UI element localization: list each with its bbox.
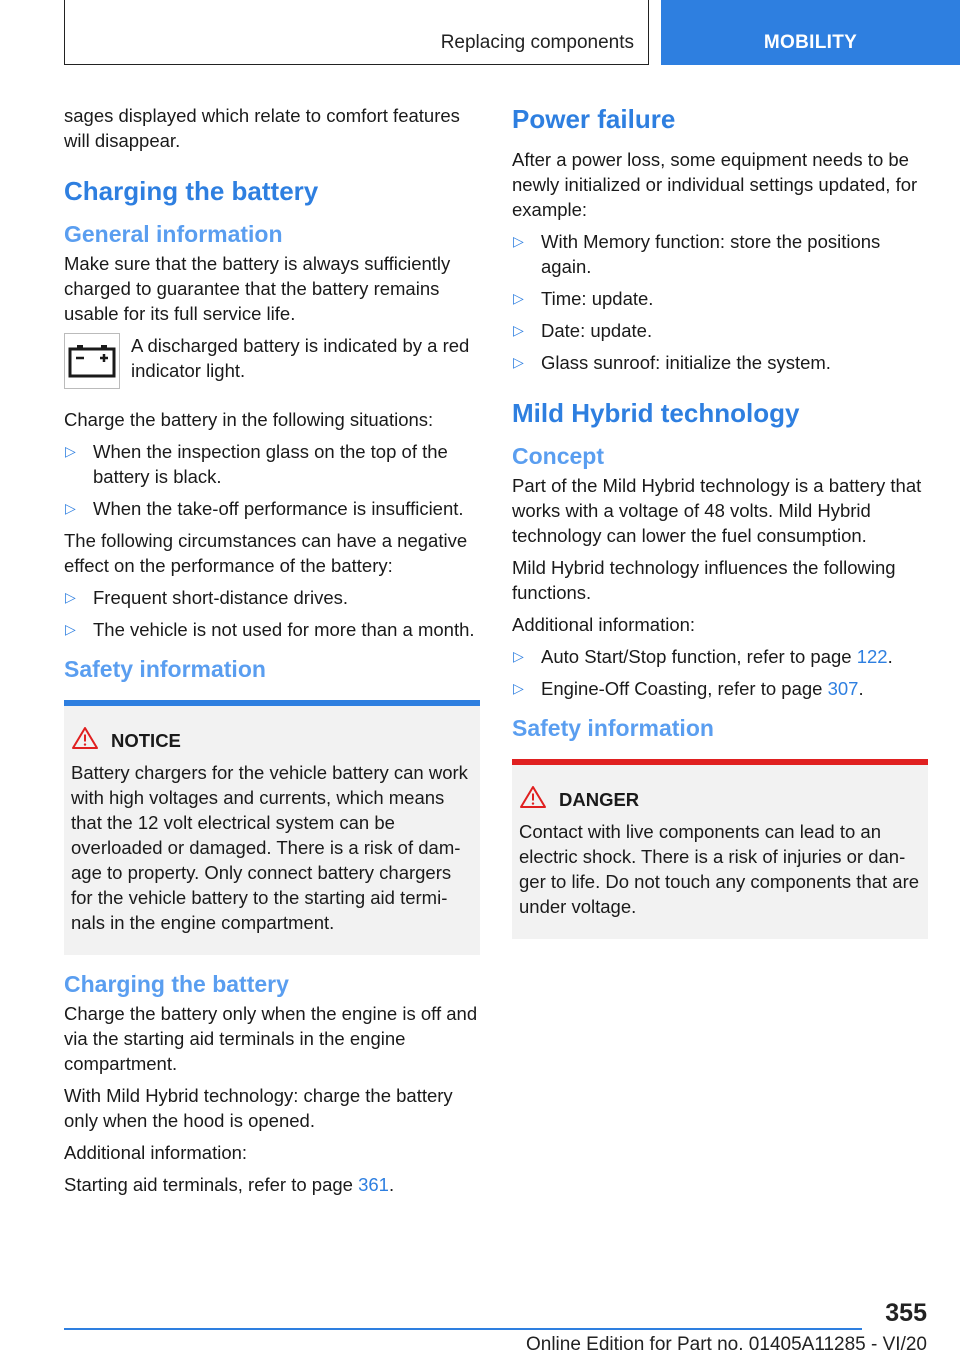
list-item: ▷ Date: update. (513, 320, 653, 341)
mild-hybrid-heading: Mild Hybrid technology (512, 398, 800, 428)
list-item: ▷ Glass sunroof: initialize the system. (513, 352, 831, 373)
notice-label: NOTICE (111, 730, 181, 751)
additional-information: Additional information: (512, 614, 696, 635)
battery-warning-icon (64, 333, 120, 389)
page-number: 355 (885, 1299, 927, 1327)
circumstances-intro: The following circumstances can have a negative effect on the performance of the battery: (64, 530, 468, 576)
header-section-title: Replacing components (440, 32, 634, 53)
header-section-tab (64, 0, 649, 65)
power-failure-list (512, 229, 928, 375)
situations-list (64, 439, 480, 521)
list-item: ▷ With Memory function: store the positions again. (513, 231, 881, 277)
power-failure-paragraph: After a power loss, some equipment needs to be newly initialized or individual settings updated, for example: (512, 149, 918, 220)
concept-paragraph-2: Mild Hybrid technology influences the following functions. (512, 557, 896, 603)
danger-text: Contact with live components can lead to an electric shock. There is a risk of injuries or danger to life. Do not touch any components that are under voltage. (519, 821, 920, 917)
triangle-bullet-icon: ▷ (513, 290, 524, 306)
header-chapter-tab (661, 0, 960, 65)
warning-triangle-icon (71, 726, 99, 756)
triangle-bullet-icon: ▷ (513, 680, 524, 696)
safety-information-heading: Safety information (64, 656, 266, 682)
situations-intro: Charge the battery in the following situations: (64, 409, 434, 430)
notice-text: Battery chargers for the vehicle battery can work with high voltages and currents, which means that the 12 volt electrical system can be overloaded or damaged. There is a risk of damage to property. Only connect battery chargers for the vehicle battery to the starting aid terminals in the engine compartment. (71, 762, 468, 933)
triangle-bullet-icon: ▷ (65, 621, 76, 637)
triangle-bullet-icon: ▷ (65, 500, 76, 516)
battery-indicator-block (64, 333, 480, 389)
charging-paragraph-1: Charge the battery only when the engine is off and via the starting aid terminals in the engine compartment. (64, 1003, 478, 1074)
list-item: ▷ When the take-off performance is insufficient. (65, 498, 464, 519)
danger-box (512, 759, 928, 939)
list-item: ▷ The vehicle is not used for more than a month. (65, 619, 475, 640)
list-item: ▷ Time: update. (513, 288, 654, 309)
danger-label: DANGER (559, 789, 640, 810)
concept-paragraph-1: Part of the Mild Hybrid technology is a battery that works with a voltage of 48 volts. Mild Hybrid technology can lower the fuel consumption. (512, 475, 922, 546)
triangle-bullet-icon: ▷ (513, 648, 524, 664)
list-item: ▷ Frequent short-distance drives. (65, 587, 349, 608)
right-column (512, 103, 928, 953)
safety-information-heading: Safety information (512, 715, 714, 741)
triangle-bullet-icon: ▷ (65, 443, 76, 459)
general-information-paragraph: Make sure that the battery is always sufficiently charged to guarantee that the battery remains usable for its full service life. (64, 253, 451, 324)
footer-edition: Online Edition for Part no. 01405A11285 - VI/20 (525, 1334, 927, 1355)
page-link-361[interactable]: 361 (358, 1174, 389, 1195)
footer-divider (64, 1328, 862, 1330)
additional-information: Additional information: (64, 1142, 248, 1163)
charging-battery-subheading: Charging the battery (64, 971, 289, 997)
charging-battery-heading: Charging the battery (64, 176, 319, 206)
triangle-bullet-icon: ▷ (65, 589, 76, 605)
left-column (64, 103, 480, 1204)
danger-title (519, 787, 921, 812)
battery-indicator-text: A discharged battery is indicated by a red indicator light. (131, 335, 470, 381)
list-item: ▷ Auto Start/Stop function, refer to page 122. (513, 646, 893, 667)
notice-title (71, 728, 473, 753)
triangle-bullet-icon: ▷ (513, 322, 524, 338)
general-information-heading: General information (64, 221, 283, 247)
list-item: ▷ When the inspection glass on the top of the battery is black. (65, 441, 448, 487)
list-item: ▷ Engine-Off Coasting, refer to page 307. (513, 678, 864, 699)
intro-paragraph: sages displayed which relate to comfort features will disappear. (64, 105, 460, 151)
power-failure-heading: Power failure (512, 104, 676, 134)
page-link-122[interactable]: 122 (856, 646, 888, 667)
charging-paragraph-2: With Mild Hybrid technology: charge the battery only when the hood is opened. (64, 1085, 453, 1131)
triangle-bullet-icon: ▷ (513, 233, 524, 249)
page-link-307[interactable]: 307 (827, 678, 859, 699)
circumstances-list (64, 585, 480, 642)
header-chapter-title: MOBILITY (763, 32, 858, 53)
additional-list (512, 644, 928, 701)
starting-aid-reference: Starting aid terminals, refer to page 361. (64, 1174, 395, 1195)
warning-triangle-icon (519, 785, 547, 815)
notice-box (64, 700, 480, 955)
triangle-bullet-icon: ▷ (513, 354, 524, 370)
concept-heading: Concept (512, 443, 604, 469)
